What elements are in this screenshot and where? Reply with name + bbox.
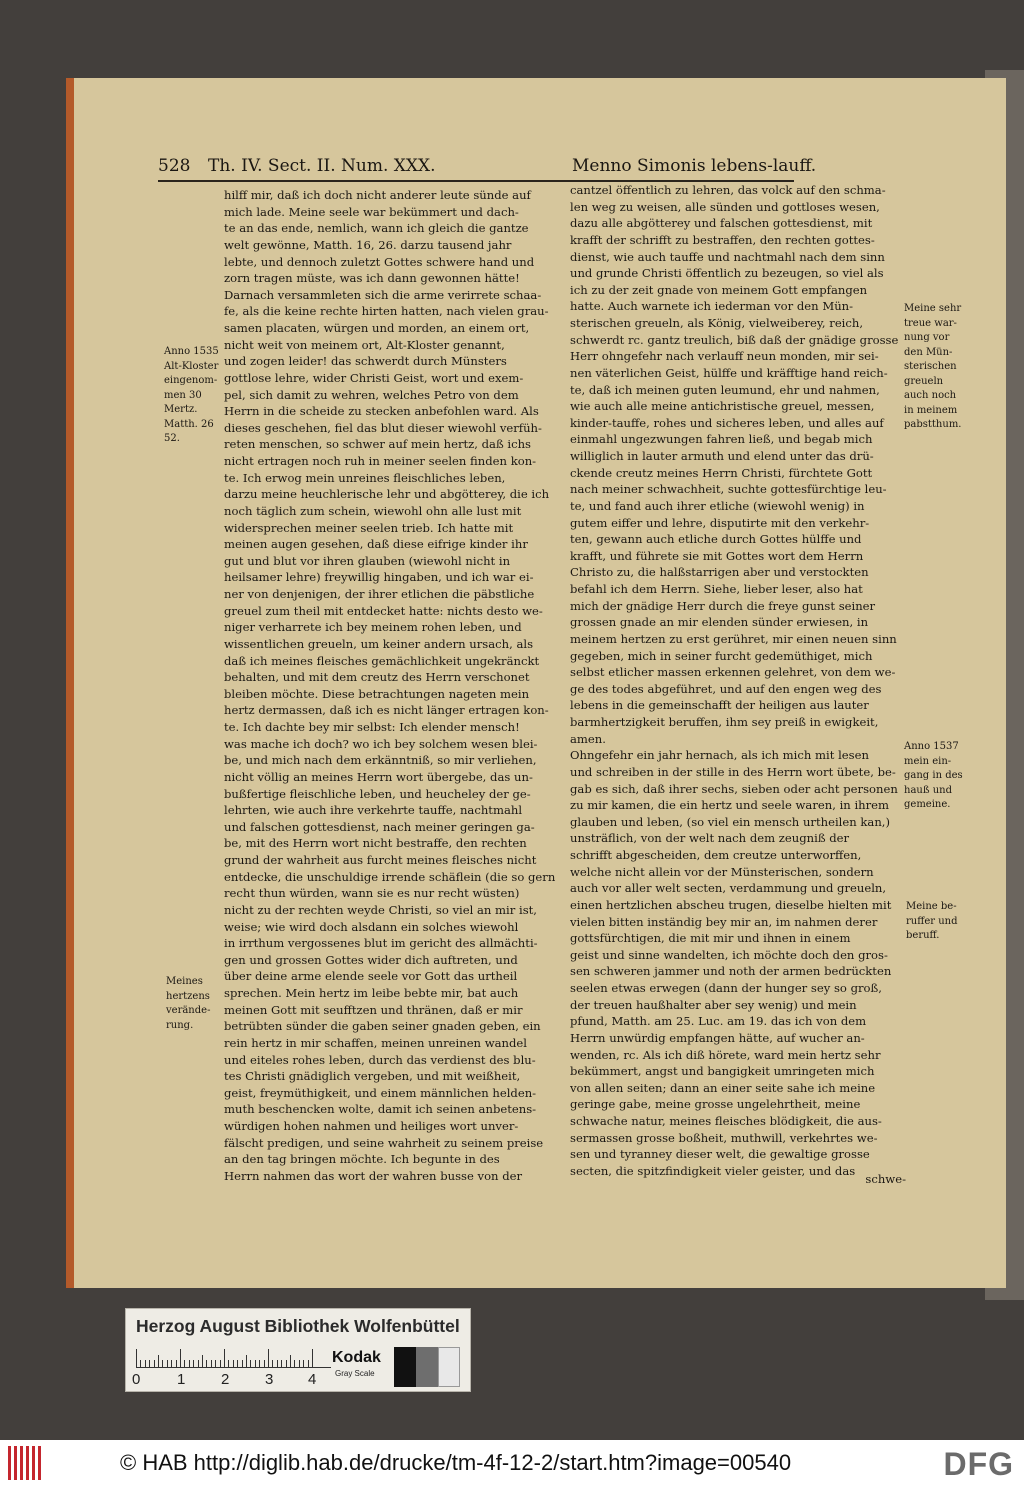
margin-note-line: in meinem (904, 404, 958, 416)
text-line: ner von denjenigen, der ihrer etlichen die päbstliche (224, 587, 535, 601)
text-line: muth beschencken wolte, damit ich seinen anbetens- (224, 1102, 537, 1117)
margin-note-anno-1537 (904, 740, 963, 813)
ruler-tick (281, 1360, 282, 1367)
ruler-tick (233, 1360, 234, 1367)
ruler-tick (277, 1360, 278, 1367)
margin-note-line: nung vor (904, 332, 950, 343)
margin-note-meines-hertzens (166, 975, 210, 1033)
ruler-tick (211, 1360, 212, 1367)
text-line: Herrn unwürdig empfangen hätte, auf wucher an- (570, 1030, 865, 1045)
ruler-tick (171, 1360, 172, 1367)
text-line: darzu meine heuchlerische lehr und abgötterey, die ich (224, 487, 550, 502)
text-line: ten, gewann auch etliche durch Gottes hülffe und (570, 532, 862, 547)
text-line: krafft, und führete sie mit Gottes wort dem Herrn (570, 548, 864, 563)
text-line: fälscht predigen, und seine wahrheit zu seinem preise (224, 1135, 544, 1150)
ruler-tick (303, 1360, 304, 1367)
text-line: Christo zu, die halßstarrigen aber und verstockten (570, 565, 869, 580)
text-line: krafft der schrifft zu bestraffen, den rechten gottes- (570, 232, 875, 247)
right-text-column (570, 182, 906, 1180)
text-line: einmahl ungezwungen fahren ließ, und begab mich (570, 432, 873, 447)
text-line: pfund, Matth. am 25. Luc. am 19. das ich von dem (570, 1014, 867, 1029)
text-line: greuel zum theil mit entdecket hatte: nichts desto we- (224, 603, 543, 618)
text-line: in irrthum vergossenes blut im gericht des allmächti- (224, 936, 538, 951)
text-line: auch vor aller welt secten, verdammung und greueln, (570, 881, 887, 896)
margin-note-anno-1535 (164, 345, 219, 447)
text-line: te, und fand auch ihrer etliche (wiewohl wenig) in (570, 498, 865, 513)
text-line: meinem hertzen zu erst gerühret, mir einen neuen sinn (570, 631, 897, 646)
text-line: würdigen hohen nahmen und heiliges wort unver- (224, 1119, 519, 1133)
text-line: und schreiben in der stille in des Herrn wort übete, be- (570, 764, 896, 779)
text-line: niger verharrete ich bey meinem rohen leben, und (224, 620, 522, 635)
gray-scale-label: Gray Scale (335, 1369, 375, 1378)
text-line: lehrten, wie auch ihre verkehrte tauffe, nachtmahl (224, 803, 523, 818)
text-line: ge des todes abgeführet, und auf den engen weg des (570, 681, 882, 696)
text-line: Herr ohngefehr nach verlauff neun monden, mir sei- (570, 349, 879, 364)
text-line: te, daß ich meinen guten leumund, ehr und nahmen, (570, 382, 880, 397)
text-line: be, und mich nach dem erkänntniß, so mir verliehen, (224, 753, 537, 768)
text-line: nicht ertragen noch ruh in meiner seelen finden kon- (224, 454, 537, 468)
text-line: zu mir kamen, die ein hertz und seele waren, in ihrem (570, 798, 890, 813)
ruler-tick (189, 1360, 190, 1367)
margin-note-line: rung. (166, 1019, 194, 1031)
ruler-tick (224, 1349, 225, 1367)
text-line: wie auch alle meine antichristische greuel, messen, (570, 399, 875, 414)
margin-note-line: Meine sehr (904, 303, 962, 314)
text-line: gut und blut vor ihren glauben (wiewohl nicht in (224, 553, 511, 568)
section-reference: Th. IV. Sect. II. Num. XXX. (208, 156, 436, 176)
margin-note-line: treue war- (904, 317, 957, 329)
text-line: geist und sinne wandelten, ich möchte doch den gros- (570, 947, 888, 962)
dfg-logo: DFG (943, 1446, 1014, 1482)
text-line: gab es sich, daß ihrer sechs, sieben oder acht personen (570, 781, 898, 796)
text-line: entdecke, die unschuldige irrende schäflein (die so gern (224, 869, 556, 884)
text-line: ich zu der zeit gnade von meinem Gott empfangen (570, 282, 868, 297)
ruler-tick (198, 1360, 199, 1367)
margin-note-line: gang in des (904, 770, 963, 781)
ruler-tick (237, 1360, 238, 1367)
text-line: kinder-tauffe, rohes und sicheres leben, und alles auf (570, 415, 884, 430)
ruler-number: 1 (177, 1371, 186, 1388)
ruler-number: 4 (308, 1371, 317, 1388)
ruler-tick (140, 1360, 141, 1367)
ruler-tick (162, 1360, 163, 1367)
margin-note-line: eingenom- (164, 375, 218, 386)
text-line: Darnach versammleten sich die arme verirrete schaa- (224, 287, 542, 302)
text-line: pel, sich damit zu wehren, welches Petro von dem (224, 387, 519, 402)
text-line: von allen seiten; dann an einer seite sahe ich meine (570, 1080, 876, 1095)
ruler-tick (149, 1360, 150, 1367)
page-number: 528 (158, 156, 191, 176)
text-line: reten menschen, so schwer auf mein hertz, daß ichs (224, 437, 532, 452)
text-line: rein hertz in mir schaffen, meinen unreinen wandel (224, 1035, 527, 1050)
margin-note-beruffung (906, 900, 957, 944)
margin-note-treue-warnung (904, 302, 961, 433)
text-line: wenden, rc. Als ich diß hörete, ward mein hertz sehr (570, 1047, 881, 1062)
left-text-column (224, 187, 574, 1185)
text-line: befahl ich dem Herrn. Siehe, lieber leser, also hat (570, 582, 863, 596)
ruler-tick (250, 1360, 251, 1367)
text-line: geringe gabe, meine grosse ungelehrtheit, meine (570, 1097, 861, 1112)
text-line: amen. (570, 731, 606, 746)
margin-note-line: hertzens (166, 990, 210, 1002)
margin-note-line: beruff. (906, 930, 940, 941)
text-line: samen placaten, würgen und morden, an einem ort, (224, 321, 530, 335)
ruler-tick (290, 1355, 291, 1367)
text-line: schwache natur, meines fleisches blödigkeit, die aus- (570, 1114, 882, 1128)
text-line: sterischen greueln, als König, vielweiberey, reich, (570, 316, 864, 330)
margin-note-line: 52. (164, 433, 180, 444)
text-line: welche nicht allein vor der Münsterischen, sondern (570, 864, 874, 879)
text-line: sprechen. Mein hertz im leibe bebte mir, bat auch (224, 986, 519, 1000)
text-line: unsträflich, von der welt nach dem zeugniß der (570, 831, 850, 846)
ruler-number: 3 (265, 1371, 274, 1388)
margin-note-line: auch noch (904, 390, 957, 401)
text-line: bußfertige fleischliche leben, und heucheley der ge- (224, 786, 531, 801)
text-line: betrübten sünder die gaben seiner gnaden geben, ein (224, 1019, 541, 1034)
text-line: williglich in lauter armuth und elend unter das drü- (570, 449, 874, 463)
text-line: Herrn nahmen das wort der wahren busse von der (224, 1168, 523, 1183)
margin-note-line: greueln (904, 375, 944, 387)
text-line: vielen bitten inständig bey mir an, im nahmen derer (570, 914, 878, 929)
text-line: zorn tragen müste, was ich dann gewonnen hätte! (224, 271, 520, 286)
text-line: tes Christi gnädiglich vergeben, und mit weißheit, (224, 1069, 521, 1084)
text-line: grossen gnade an mir elenden sünder erwiesen, in (570, 615, 869, 630)
text-line: schwerdt rc. gantz treulich, biß daß der gnädige grosse (570, 332, 899, 347)
ruler-tick (308, 1360, 309, 1367)
text-line: wissentlichen greueln, um keiner andern ursach, als (224, 636, 534, 651)
gray-swatch (416, 1347, 438, 1387)
margin-note-line: Anno 1537 (904, 741, 959, 752)
text-line: barmhertzigkeit beruffen, ihm sey preiß in ewigkeit, (570, 715, 879, 729)
ruler-tick (255, 1360, 256, 1367)
ruler-tick (264, 1360, 265, 1367)
running-title: Menno Simonis lebens-lauff. (572, 156, 817, 176)
ruler-tick (202, 1355, 203, 1367)
text-line: nicht zu der rechten weyde Christi, so viel an mir ist, (224, 902, 537, 917)
ruler-tick (184, 1360, 185, 1367)
text-line: und grunde Christi öffentlich zu bezeugen, so viel als (570, 266, 884, 281)
ruler-tick (312, 1349, 313, 1367)
text-line: nach meiner schwachheit, suchte gottesfürchtige leu- (570, 482, 887, 497)
margin-note-line: Meines (166, 976, 203, 987)
text-line: heilsamer lehre) freywillig hingaben, und ich war ei- (224, 570, 534, 585)
margin-note-line: Mertz. (164, 404, 198, 415)
margin-note-line: gemeine. (904, 799, 951, 810)
ruler-tick (228, 1360, 229, 1367)
margin-note-line: Matth. 26 (164, 418, 214, 430)
text-line: nen väterlichen Geist, hülffe und kräfftige hand reich- (570, 365, 888, 380)
text-line: und falschen gottesdienst, nach meiner geringen ga- (224, 819, 535, 834)
text-line: weise; wie wird doch alsdann ein solches wiewohl (224, 919, 519, 934)
text-line: sermassen grosse boßheit, muthwill, verkehrtes we- (570, 1130, 878, 1145)
ruler-tick (180, 1349, 181, 1367)
text-line: selbst etlicher massen erkennen gelehret, von dem we- (570, 665, 896, 680)
text-line: fe, als die keine rechte hirten hatten, nach vielen grau- (224, 304, 549, 319)
ruler-tick (272, 1360, 273, 1367)
text-line: hilff mir, daß ich doch nicht anderer leute sünde auf (224, 188, 531, 202)
ruler-tick (193, 1360, 194, 1367)
text-line: gen und grossen Gottes wider dich auftreten, und (224, 952, 518, 967)
text-line: hatte. Auch warnete ich iederman vor den Mün- (570, 299, 854, 314)
white-swatch (438, 1347, 460, 1387)
text-line: nicht völlig an meines Herrn wort übergebe, das un- (224, 769, 533, 784)
text-line: über deine arme elende seele vor Gott das urtheil (224, 969, 518, 984)
ruler-tick (268, 1349, 269, 1367)
margin-note-line: Alt-Kloster (164, 360, 219, 372)
margin-note-line: den Mün- (904, 346, 953, 358)
ruler-tick (176, 1360, 177, 1367)
text-line: lebte, und dennoch zuletzt Gottes schwere hand und (224, 254, 535, 269)
margin-note-line: ruffer und (906, 915, 958, 927)
text-line: an den tag bringen möchte. Ich begunte in des (224, 1152, 500, 1167)
margin-note-line: verände- (166, 1005, 211, 1016)
ruler-tick (215, 1360, 216, 1367)
text-line: schrifft abgescheiden, dem creutze unterworffen, (570, 848, 862, 862)
text-line: seelen etwas erwegen (dann der hunger sey so groß, (570, 981, 882, 995)
text-line: glauben und leben, (so viel ein mensch urtheilen kan,) (570, 814, 890, 829)
text-line: noch täglich zum schein, wiewohl ohn alle lust mit (224, 503, 522, 518)
text-line: gottsfürchtigen, die mit mir und ihnen in einem (570, 931, 851, 946)
text-line: Ohngefehr ein jahr hernach, als ich mich mit lesen (570, 748, 869, 763)
text-line: cantzel öffentlich zu lehren, das volck auf den schma- (570, 183, 886, 197)
scale-ruler (136, 1349, 331, 1368)
library-name: Herzog August Bibliothek Wolfenbüttel (136, 1316, 460, 1336)
ruler-tick (220, 1360, 221, 1367)
text-line: meinen Gott mit seufftzen und thränen, daß er mir (224, 1002, 523, 1017)
ruler-tick (206, 1360, 207, 1367)
text-line: ckende creutz meines Herrn Christi, fürchtete Gott (570, 465, 873, 480)
text-line: gutem eiffer und lehre, disputirte mit den verkehr- (570, 515, 870, 530)
text-line: einen hertzlichen abscheu trugen, dieselbe hielten mit (570, 897, 892, 912)
text-line: gegeben, mich in seiner furcht gedemüthiget, mich (570, 648, 873, 663)
text-line: te. Ich erwog mein unreines fleischliches leben, (224, 470, 506, 485)
ruler-tick (167, 1360, 168, 1367)
text-line: nicht weit von meinem ort, Alt-Kloster genannt, (224, 337, 505, 352)
text-line: geist, freymüthigkeit, und einem männlichen helden- (224, 1085, 537, 1100)
margin-note-line: Anno 1535 (164, 346, 219, 357)
text-line: bleiben möchte. Diese betrachtungen nageten mein (224, 686, 530, 701)
catchword: schwe- (865, 1172, 906, 1186)
ruler-tick (286, 1360, 287, 1367)
text-line: dazu alle abgötterey und falschen gottesdienst, mit (570, 216, 873, 231)
margin-note-line: men 30 (164, 389, 202, 401)
ruler-tick (294, 1360, 295, 1367)
ruler-tick (299, 1360, 300, 1367)
text-line: widersprechen meiner seelen trieb. Ich hatte mit (224, 520, 514, 535)
text-line: sen schweren jammer und noth der armen bedrückten (570, 964, 892, 979)
text-line: dienst, wie auch tauffe und nachtmahl nach dem sinn (570, 249, 885, 264)
ruler-tick (136, 1349, 137, 1367)
margin-note-line: hauß und (904, 784, 952, 796)
margin-note-line: Meine be- (906, 901, 957, 912)
ruler-tick (145, 1360, 146, 1367)
margin-note-line: mein ein- (904, 755, 952, 767)
text-line: mich lade. Meine seele war bekümmert und dach- (224, 204, 519, 219)
ruler-number: 2 (221, 1371, 230, 1388)
text-line: len weg zu weisen, alle sünden und gottloses wesen, (570, 199, 880, 214)
text-line: und eiteles rohes leben, durch das verdienst des blu- (224, 1052, 536, 1067)
margin-note-line: sterischen (904, 361, 957, 372)
text-line: bekümmert, angst und bangigkeit umringeten mich (570, 1064, 875, 1079)
text-line: lebens in die gemeinschafft der heiligen aus lauter (570, 698, 869, 713)
ruler-tick (158, 1355, 159, 1367)
footer-bar (0, 1440, 1024, 1487)
text-line: gottlose lehre, wider Christi Geist, wort und exem- (224, 370, 524, 385)
text-line: der treuen haußhalter aber sey wenig) und mein (570, 997, 857, 1012)
text-line: Herrn in die scheide zu stecken anbefohlen ward. Als (224, 404, 539, 419)
text-line: grund der wahrheit aus furcht meines fleisches nicht (224, 853, 537, 867)
page-header (158, 150, 817, 182)
text-line: sen und tyranney dieser welt, die gewaltige grosse (570, 1147, 870, 1162)
text-line: daß ich meines fleisches gemächlichkeit ungekränckt (224, 653, 540, 668)
text-line: behalten, und mit dem creutz des Herrn verschonet (224, 670, 530, 685)
black-swatch (394, 1347, 416, 1387)
text-line: recht thun würden, wann sie es nur recht wüsten) (224, 886, 520, 901)
text-line: mich der gnädige Herr durch die freye gunst seiner (570, 598, 876, 613)
source-url[interactable]: © HAB http://diglib.hab.de/drucke/tm-4f-12-2/start.htm?image=00540 (120, 1450, 792, 1475)
hab-logo-icon (6, 1446, 42, 1480)
text-line: te. Ich dachte bey mir selbst: Ich elender mensch! (224, 720, 520, 734)
color-calibration-strip (125, 1308, 471, 1392)
ruler-tick (242, 1360, 243, 1367)
text-line: welt gewönne, Matth. 16, 26. darzu tausend jahr (224, 237, 512, 252)
text-line: secten, die spitzfindigkeit vieler geister, und das (570, 1163, 856, 1178)
text-line: be, mit des Herrn wort nicht bestraffe, den rechten (224, 836, 527, 851)
text-line: und zogen leider! das schwerdt durch Münsters (224, 354, 507, 369)
kodak-brand: Kodak (332, 1349, 381, 1366)
ruler-number: 0 (132, 1371, 141, 1388)
margin-note-line: pabstthum. (904, 419, 962, 430)
ruler-tick (246, 1355, 247, 1367)
text-line: was mache ich doch? wo ich bey solchem wesen blei- (224, 736, 538, 751)
ruler-tick (259, 1360, 260, 1367)
text-line: meinen augen gesehen, daß diese eifrige kinder ihr (224, 537, 528, 552)
ruler-tick (154, 1360, 155, 1367)
text-line: hertz dermassen, daß ich es nicht länger ertragen kon- (224, 703, 549, 718)
text-line: te an das ende, nemlich, wann ich gleich die gantze (224, 221, 529, 236)
text-line: dieses geschehen, fiel das blut dieser wiewohl verfüh- (224, 420, 542, 435)
